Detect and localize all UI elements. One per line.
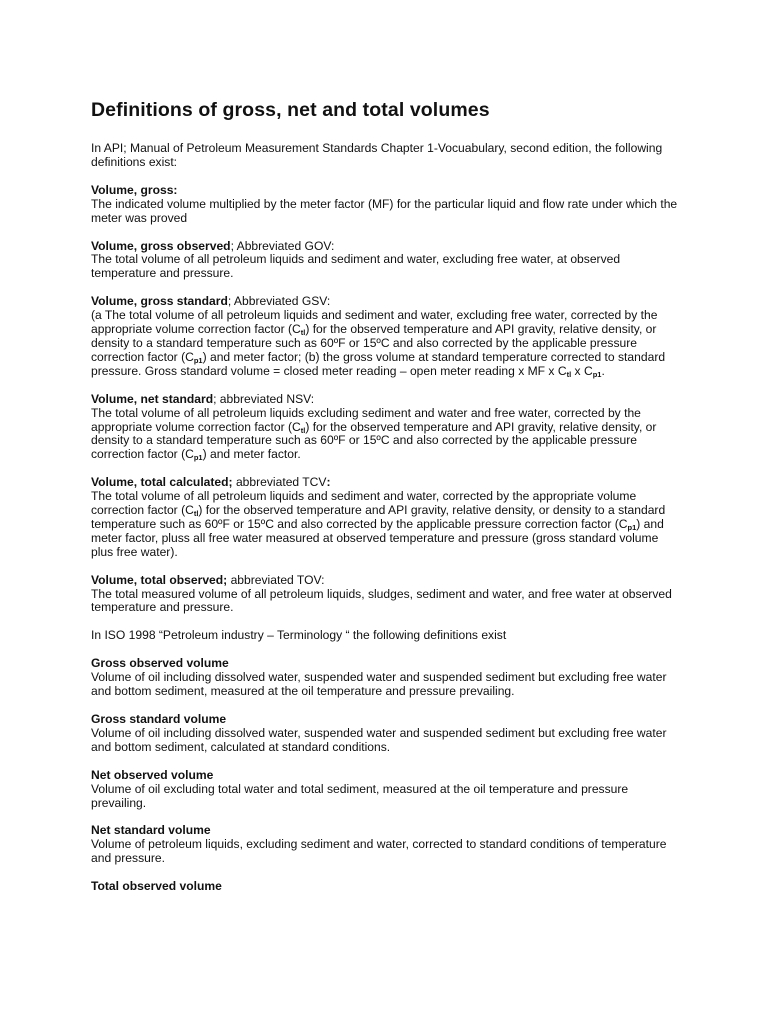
subscript: tl [566,369,572,379]
definition-text: The total volume of all petroleum liquids and sediment and water, excluding free water, at observed temperature and pressure. [91,252,621,281]
iso-definition-net-standard-volume [91,824,679,866]
definition-text: ) and meter factor, pluss all free water measured at observed temperature and pressure (gross standard volume plus free water). [91,516,664,559]
term-label: Volume, gross standard [91,294,228,309]
definition-text: ) for the observed temperature and API gravity, relative density, or density to a standard temperature such as 60ºF or 15ºC and also corrected by the applicable pressure correction factor (C [91,419,657,462]
iso-definition-net-observed-volume [91,769,679,811]
definition-text: The total volume of all petroleum liquids excluding sediment and water and free water, corrected by the appropriate volume correction factor (C [91,405,641,434]
abbreviation-text: abbreviated TOV: [227,572,325,587]
definition-text: ) for the observed temperature and API gravity, relative density, or density to a standard temperature such as 60ºF or 15ºC and also corrected by the applicable pressure correction factor (C [91,503,666,531]
subscript: tl [300,425,306,435]
definition-text: ) and meter factor; (b) the gross volume at standard temperature corrected to standard pressure. Gross standard volume = closed meter reading – open meter reading x MF x C [91,349,666,378]
term-label: Net observed volume [91,767,214,782]
definition-text: Volume of oil including dissolved water, suspended water and suspended sediment but excluding free water and bottom sediment, calculated at standard conditions. [91,725,667,754]
term-label: Net standard volume [91,823,211,838]
term-label: Volume, net standard [91,391,214,406]
definition-text: ) and meter factor. [202,447,301,462]
definition-text: x C [571,363,593,378]
subscript: p1 [193,355,203,365]
iso-definition-gross-observed-volume [91,657,679,699]
term-label: Volume, gross observed [91,238,231,253]
definition-volume-total-observed [91,574,679,616]
iso-definition-gross-standard-volume [91,713,679,755]
iso-definition-total-observed-volume [91,880,679,894]
subscript: tl [300,328,306,338]
abbreviation-text: ; Abbreviated GOV: [230,238,335,253]
definition-text: The total measured volume of all petroleum liquids, sludges, sediment and water, and free water at observed temperature and pressure. [91,586,672,615]
colon-text: : [326,475,331,490]
subscript: p1 [627,522,637,532]
definition-volume-net-standard [91,393,679,463]
definition-text: ) for the observed temperature and API gravity, relative density, or density to a standard temperature such as 60ºF or 15ºC and also corrected by the applicable pressure correction factor (C [91,322,657,364]
definition-text: The total volume of all petroleum liquids and sediment and water, corrected by the appropriate volume correction factor (C [91,489,637,518]
definition-text: Volume of oil including dissolved water, suspended water and suspended sediment but excluding free water and bottom sediment, measured at the oil temperature and pressure prevailing. [91,670,667,699]
definition-text: . [601,363,605,378]
term-label: Gross observed volume [91,656,229,671]
term-label: Volume, total calculated; [91,475,233,490]
intro-paragraph: In API; Manual of Petroleum Measurement Standards Chapter 1-Vocuabulary, second edition, the following definitions exist: [91,141,663,169]
definition-volume-gross-standard [91,295,679,378]
document-page [91,97,679,908]
subscript: tl [193,509,199,519]
iso-intro-paragraph: In ISO 1998 “Petroleum industry – Terminology “ the following definitions exist [91,628,507,643]
term-label: Total observed volume [91,879,222,894]
abbreviation-text: abbreviated TCV [232,475,327,490]
subscript: p1 [193,453,203,463]
definition-volume-total-calculated [91,476,679,559]
definition-volume-gross [91,184,679,226]
abbreviation-text: ; Abbreviated GSV: [227,294,331,309]
definition-text: Volume of petroleum liquids, excluding sediment and water, corrected to standard conditions of temperature and pressure. [91,837,667,866]
document-title: Definitions of gross, net and total volumes [91,99,490,121]
definition-text: (a The total volume of all petroleum liquids and sediment and water, excluding free water, corrected by the appropriate volume correction factor (C [91,308,658,337]
subscript: p1 [592,369,602,379]
term-label: Volume, gross: [91,182,178,197]
term-label: Volume, total observed; [91,572,228,587]
definition-volume-gross-observed [91,240,679,282]
term-label: Gross standard volume [91,712,227,726]
definition-text: The indicated volume multiplied by the meter factor (MF) for the particular liquid and flow rate under which the meter was proved [91,196,678,225]
abbreviation-text: ; abbreviated NSV: [213,391,315,406]
definition-text: Volume of oil excluding total water and total sediment, measured at the oil temperature and pressure prevailing. [91,781,629,810]
